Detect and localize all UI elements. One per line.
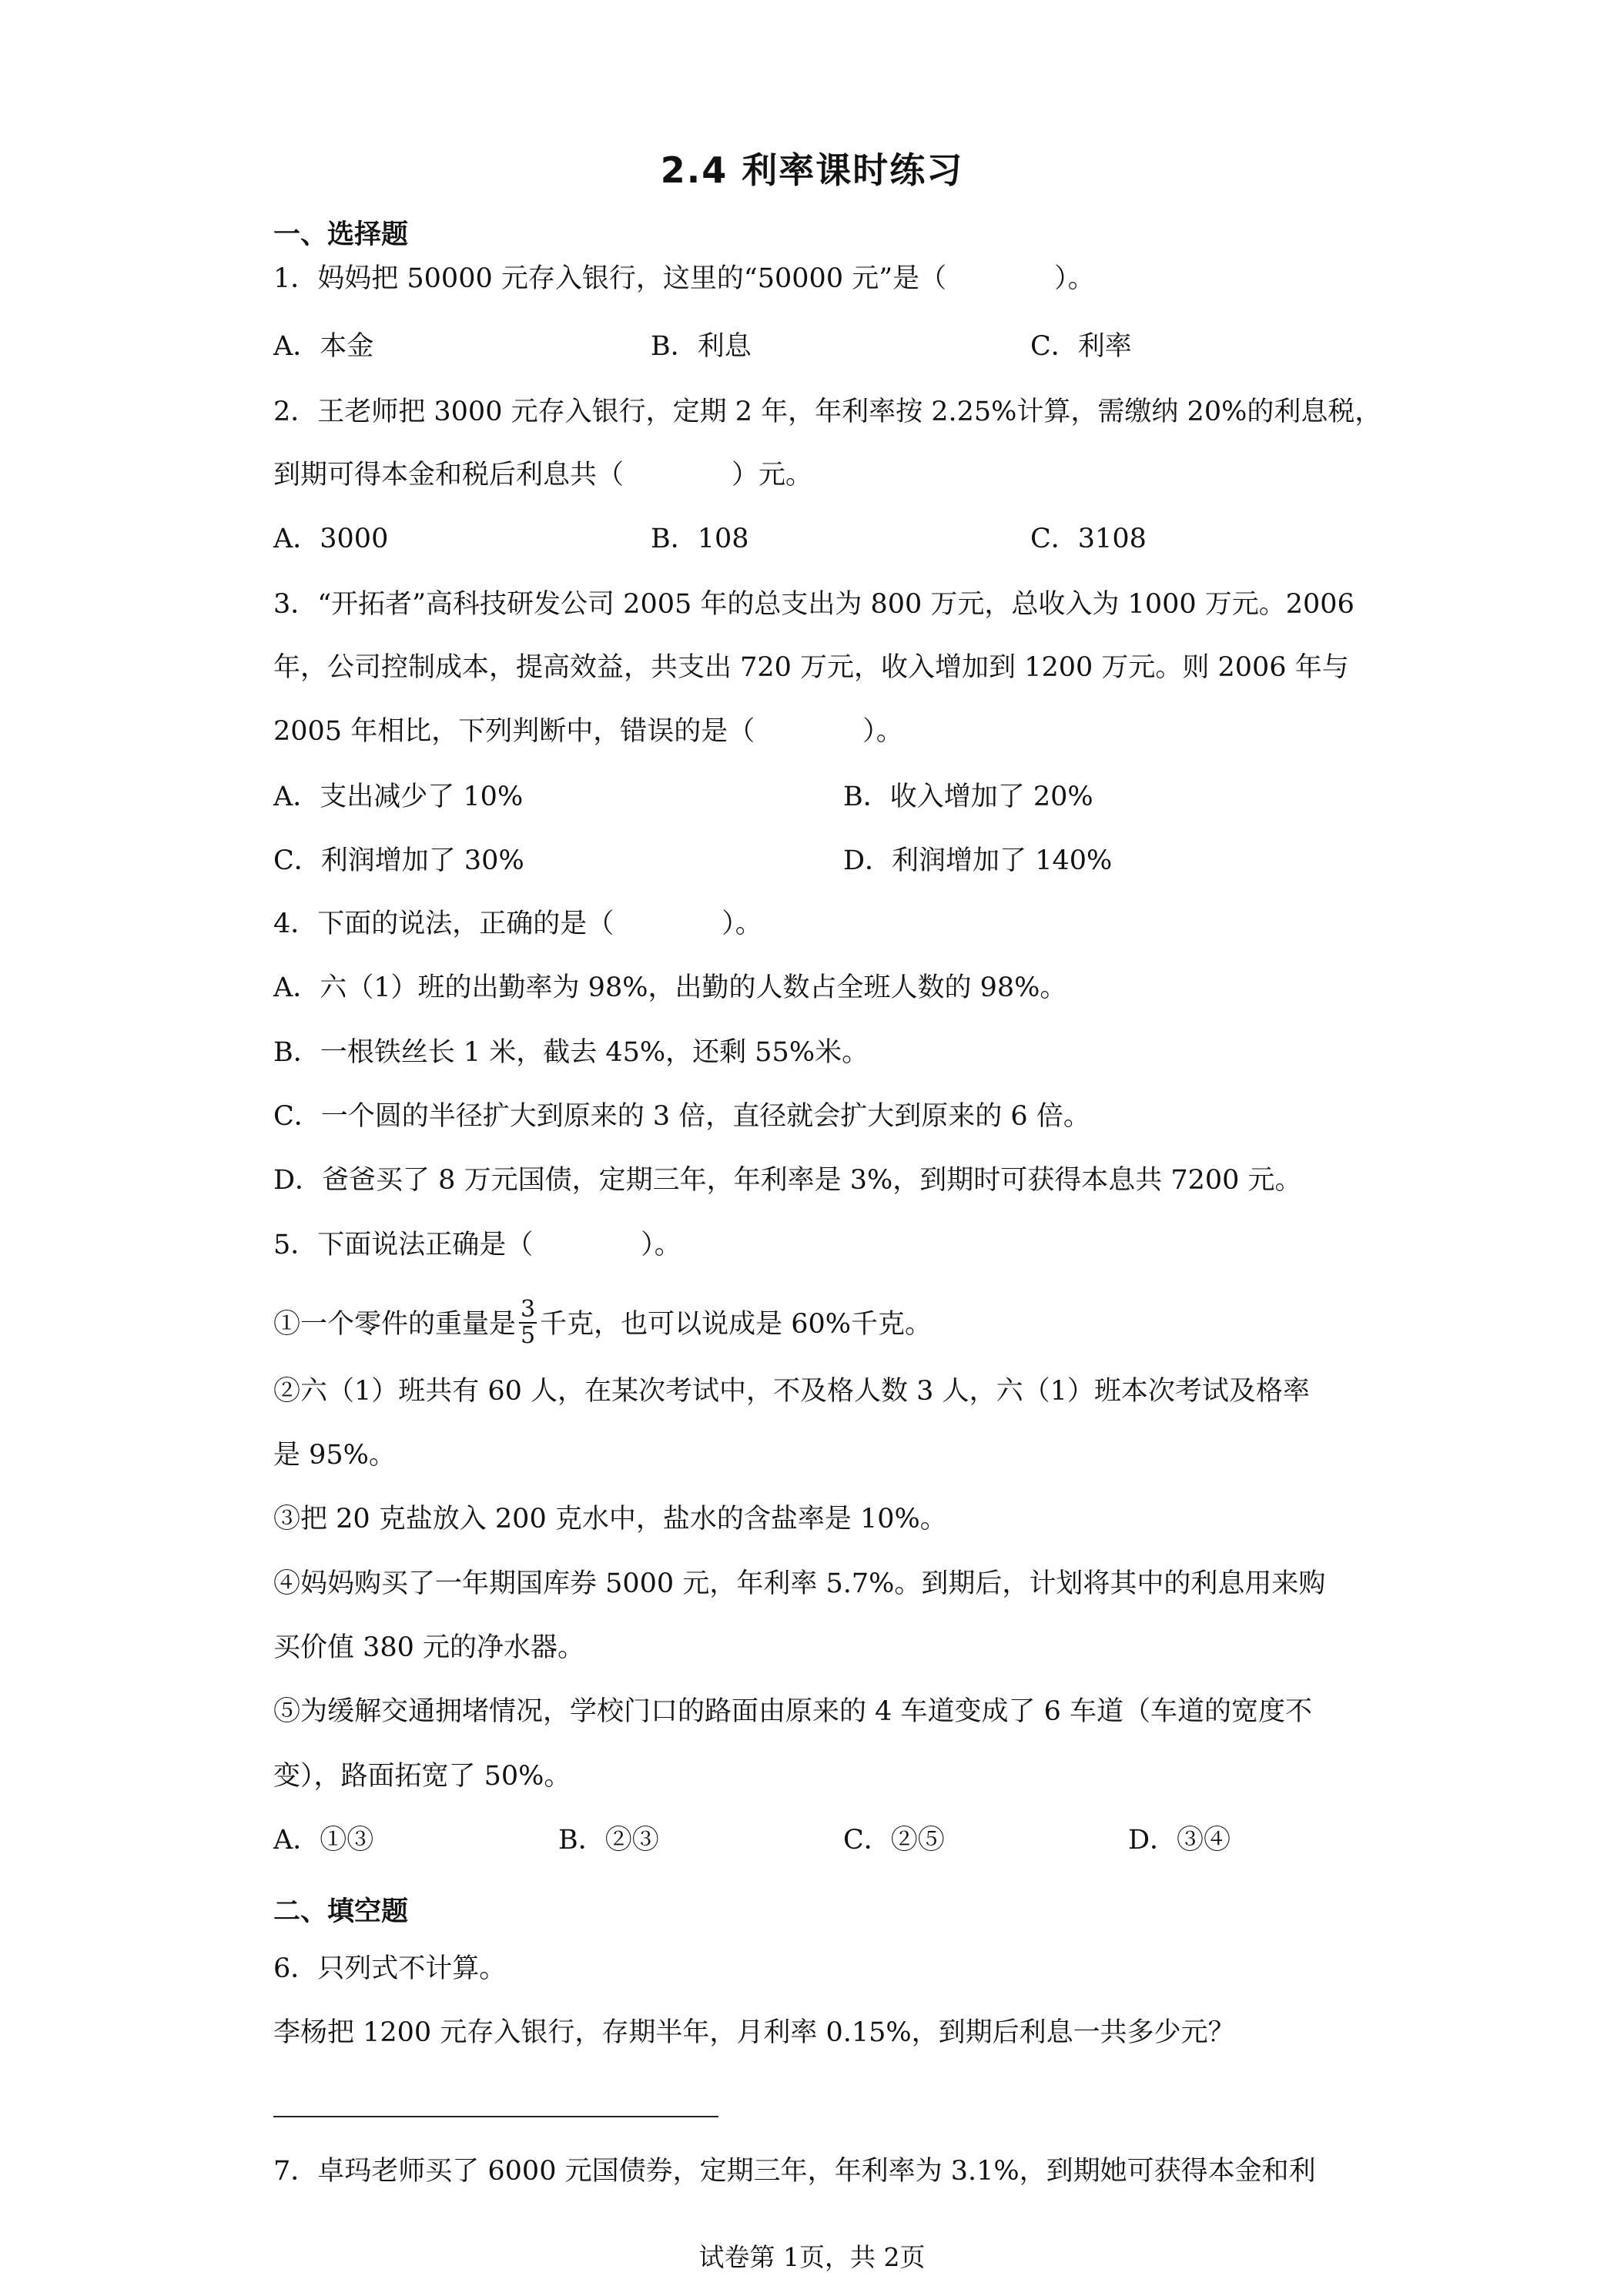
question-2-option-b: B．108: [651, 524, 749, 554]
question-5-option-a: A．①③: [273, 1825, 374, 1856]
page-footer: 试卷第 1页，共 2页: [698, 2242, 926, 2272]
question-1-stem: 1．妈妈把 50000 元存入银行，这里的“50000 元”是（ ）。: [273, 263, 1095, 294]
question-2-stem-line-1: 2．王老师把 3000 元存入银行，定期 2 年，年利率按 2.25%计算，需缴纳 20%的利息税，: [273, 397, 1382, 427]
question-3-stem-line-3: 2005 年相比，下列判断中，错误的是（ ）。: [273, 716, 903, 747]
question-5-statement-2-line-1: ②六（1）班共有 60 人，在某次考试中，不及格人数 3 人，六（1）班本次考试及格率: [273, 1376, 1310, 1407]
fraction-numerator: 3: [521, 1295, 536, 1323]
question-3-option-c: C．利润增加了 30%: [273, 845, 524, 876]
question-6-stem: 6．只列式不计算。: [273, 1953, 507, 1984]
section-heading-choice: 一、选择题: [273, 219, 409, 250]
question-2-option-a: A．3000: [273, 524, 389, 554]
question-5-statement-4-line-2: 买价值 380 元的净水器。: [273, 1632, 585, 1663]
question-5-statement-5-line-2: 变），路面拓宽了 50%。: [273, 1761, 571, 1792]
question-4-stem: 4．下面的说法，正确的是（ ）。: [273, 909, 762, 939]
statement-1-text-before: ①一个零件的重量是: [273, 1309, 517, 1340]
question-3-stem-line-1: 3．“开拓者”高科技研发公司 2005 年的总支出为 800 万元，总收入为 1000 万元。2006: [273, 589, 1354, 620]
section-heading-fill: 二、填空题: [273, 1896, 409, 1927]
answer-blank-line: [273, 2116, 718, 2117]
question-3-option-d: D．利润增加了 140%: [843, 845, 1113, 876]
question-2-option-c: C．3108: [1030, 524, 1147, 554]
question-5-statement-2-line-2: 是 95%。: [273, 1440, 396, 1471]
question-3-option-a: A．支出减少了 10%: [273, 782, 524, 812]
question-5-option-d: D．③④: [1128, 1825, 1231, 1856]
question-5-statement-5-line-1: ⑤为缓解交通拥堵情况，学校门口的路面由原来的 4 车道变成了 6 车道（车道的宽度不: [273, 1696, 1313, 1727]
question-4-option-d: D．爸爸买了 8 万元国债，定期三年，年利率是 3%，到期时可获得本息共 7200 元。: [273, 1165, 1302, 1196]
question-4-option-c: C．一个圆的半径扩大到原来的 3 倍，直径就会扩大到原来的 6 倍。: [273, 1101, 1090, 1132]
fraction-denominator: 5: [521, 1321, 536, 1349]
fraction-three-fifths: [519, 1297, 537, 1348]
question-2-stem-line-2: 到期可得本金和税后利息共（ ）元。: [273, 460, 813, 490]
question-1-option-c: C．利率: [1030, 331, 1132, 362]
question-5-statement-1: [273, 1294, 1359, 1355]
question-1-option-a: A．本金: [273, 331, 374, 362]
question-5-stem: 5．下面说法正确是（ ）。: [273, 1230, 681, 1260]
question-5-statement-4-line-1: ④妈妈购买了一年期国库券 5000 元，年利率 5.7%。到期后，计划将其中的利息用来购: [273, 1568, 1326, 1599]
question-3-stem-line-2: 年，公司控制成本，提高效益，共支出 720 万元，收入增加到 1200 万元。则 2006 年与: [273, 652, 1349, 683]
question-6-body: 李杨把 1200 元存入银行，存期半年，月利率 0.15%，到期后利息一共多少元？: [273, 2017, 1235, 2048]
question-4-option-a: A．六（1）班的出勤率为 98%，出勤的人数占全班人数的 98%。: [273, 972, 1067, 1003]
page-title: 2.4 利率课时练习: [660, 149, 964, 191]
statement-1-text-after: 千克，也可以说成是 60%千克。: [540, 1309, 933, 1340]
question-1-option-b: B．利息: [651, 331, 752, 362]
question-5-option-b: B．②③: [558, 1825, 659, 1856]
question-4-option-b: B．一根铁丝长 1 米，截去 45%，还剩 55%米。: [273, 1037, 869, 1068]
question-5-statement-3: ③把 20 克盐放入 200 克水中，盐水的含盐率是 10%。: [273, 1504, 947, 1535]
question-5-option-c: C．②⑤: [843, 1825, 945, 1856]
question-7-stem: 7．卓玛老师买了 6000 元国债券，定期三年，年利率为 3.1%，到期她可获得本金和利: [273, 2156, 1316, 2187]
question-3-option-b: B．收入增加了 20%: [843, 782, 1093, 812]
